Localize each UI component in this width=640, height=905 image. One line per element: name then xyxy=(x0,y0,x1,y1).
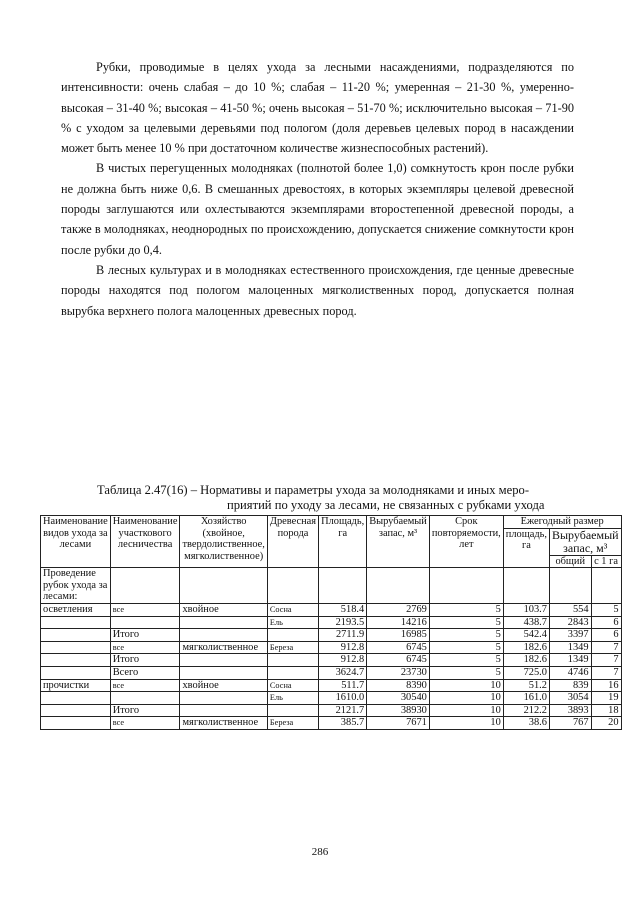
table-cell-species: Береза xyxy=(267,717,318,730)
table-row xyxy=(41,616,622,629)
paragraph-3: В лесных культурах и в молодняках естественного происхождения, где ценные древесные породы находятся под пологом малоценных мягколиственных пород, допускается полная вырубка верхнего полога малоценных древесных пород. xyxy=(61,262,574,318)
table-cell-district xyxy=(110,616,180,629)
table-cell-vol: 30540 xyxy=(367,692,430,705)
table-cell-ann-perha: 7 xyxy=(591,641,621,654)
table-cell-ann-total: 1349 xyxy=(549,654,591,667)
header-cell: Древесная порода xyxy=(267,516,318,568)
table-cell-ann-area: 212.2 xyxy=(503,704,549,717)
table-cell-type: осветления xyxy=(41,603,111,616)
table-cell-ann-total: 1349 xyxy=(549,641,591,654)
section-row xyxy=(41,568,622,604)
table-row xyxy=(41,704,622,717)
table-cell-farm xyxy=(180,616,267,629)
table-cell-district: все xyxy=(110,717,180,730)
table-cell-area: 912.8 xyxy=(319,641,367,654)
table-cell-vol: 16985 xyxy=(367,629,430,642)
table-cell-type xyxy=(41,692,111,705)
table-cell-type xyxy=(41,717,111,730)
table-cell-species xyxy=(267,629,318,642)
table-cell-district: Итого xyxy=(110,704,180,717)
table-cell-species: Сосна xyxy=(267,603,318,616)
table-cell-ann-area: 51.2 xyxy=(503,679,549,692)
table-cell-farm xyxy=(180,704,267,717)
header-cell: общий xyxy=(549,555,591,568)
table-cell-vol: 2769 xyxy=(367,603,430,616)
table-caption-line-1: Таблица 2.47(16) – Нормативы и параметры ухода за молодняками и иных меро- xyxy=(97,483,530,497)
table-cell-ann-area: 161.0 xyxy=(503,692,549,705)
header-cell: Наименование участкового лесничества xyxy=(110,516,180,568)
table-cell-ann-perha: 20 xyxy=(591,717,621,730)
table-cell-period: 5 xyxy=(429,629,503,642)
table-cell-vol: 8390 xyxy=(367,679,430,692)
table-cell-period: 10 xyxy=(429,679,503,692)
table-cell-species: Ель xyxy=(267,616,318,629)
table-cell-type xyxy=(41,666,111,679)
table-cell-type xyxy=(41,629,111,642)
table-cell-area: 2711.9 xyxy=(319,629,367,642)
table-cell-species xyxy=(267,666,318,679)
table-cell-area: 1610.0 xyxy=(319,692,367,705)
table-cell-district: Итого xyxy=(110,654,180,667)
table-row xyxy=(41,666,622,679)
table-cell-farm: хвойное xyxy=(180,679,267,692)
table-cell-species: Ель xyxy=(267,692,318,705)
table-cell-farm xyxy=(180,654,267,667)
table-caption xyxy=(97,483,567,513)
table-cell-ann-total: 3054 xyxy=(549,692,591,705)
norms-table xyxy=(40,515,622,730)
paragraph-1: Рубки, проводимые в целях ухода за лесными насаждениями, подразделяются по интенсивности: очень слабая – до 10 %; слабая – 11-20 %; умеренная – 21-30 %, умеренно-высокая – 31-40 %; высокая – 41-50 %; очень высокая – 51-70 %; исключительно высокая – 71-90 % с уходом за целевыми деревьями под пологом (доля деревьев целевых пород в насаждении может быть менее 10 % при достаточном количестве жизнеспособных растений). xyxy=(61,60,574,156)
table-cell-period: 5 xyxy=(429,654,503,667)
table-cell-area: 3624.7 xyxy=(319,666,367,679)
table-cell-ann-perha: 7 xyxy=(591,654,621,667)
table-row xyxy=(41,603,622,616)
table-cell-type xyxy=(41,616,111,629)
table-cell-period: 10 xyxy=(429,704,503,717)
table-cell-vol: 7671 xyxy=(367,717,430,730)
table-cell-ann-total: 767 xyxy=(549,717,591,730)
header-cell: Площадь, га xyxy=(319,516,367,568)
table-cell-area: 518.4 xyxy=(319,603,367,616)
table-row xyxy=(41,641,622,654)
table-cell-vol: 14216 xyxy=(367,616,430,629)
table-cell-farm: хвойное xyxy=(180,603,267,616)
table-cell-type xyxy=(41,641,111,654)
table-cell-area: 385.7 xyxy=(319,717,367,730)
table-cell-vol: 38930 xyxy=(367,704,430,717)
table-row xyxy=(41,654,622,667)
table-cell-vol: 6745 xyxy=(367,654,430,667)
table-cell-district: все xyxy=(110,641,180,654)
table-cell-type: прочистки xyxy=(41,679,111,692)
table-row xyxy=(41,692,622,705)
table-row xyxy=(41,717,622,730)
table-cell-species: Береза xyxy=(267,641,318,654)
paragraph-2: В чистых перегущенных молодняках (полнотой более 1,0) сомкнутость крон после рубки не должна быть ниже 0,6. В смешанных древостоях, в которых экземпляры целевой древесной породы заглушаются или охлестываются экземплярами второстепенной древесной породы, а также в молодняках, неоднородных по происхождению, допускается снижение сомкнутости крон после рубки до 0,4. xyxy=(61,161,574,257)
header-cell: Срок повторяемости, лет xyxy=(429,516,503,568)
table-cell-ann-total: 839 xyxy=(549,679,591,692)
table-cell-ann-total: 3397 xyxy=(549,629,591,642)
table-row xyxy=(41,629,622,642)
table-cell-district: Итого xyxy=(110,629,180,642)
header-cell: Наименование видов ухода за лесами xyxy=(41,516,111,568)
table-cell-period: 10 xyxy=(429,692,503,705)
table-row xyxy=(41,679,622,692)
table-cell-period: 5 xyxy=(429,641,503,654)
table-cell-ann-perha: 6 xyxy=(591,616,621,629)
table-cell-farm xyxy=(180,692,267,705)
table-cell-vol: 6745 xyxy=(367,641,430,654)
header-cell: Ежегодный размер xyxy=(503,516,621,529)
header-cell: площадь, га xyxy=(503,528,549,568)
table-cell-district: Всего xyxy=(110,666,180,679)
table-cell-ann-total: 554 xyxy=(549,603,591,616)
table-cell-ann-area: 38.6 xyxy=(503,717,549,730)
table-cell-ann-area: 182.6 xyxy=(503,654,549,667)
table-cell-area: 511.7 xyxy=(319,679,367,692)
table-cell-ann-area: 542.4 xyxy=(503,629,549,642)
table-cell-period: 5 xyxy=(429,616,503,629)
table-cell-ann-total: 3893 xyxy=(549,704,591,717)
header-cell: Хозяйство (хвойное, твердолиственное, мягколиственное) xyxy=(180,516,267,568)
table-cell-ann-perha: 19 xyxy=(591,692,621,705)
table-cell-farm xyxy=(180,629,267,642)
table-cell-area: 912.8 xyxy=(319,654,367,667)
table-cell-area: 2121.7 xyxy=(319,704,367,717)
table-cell-ann-perha: 6 xyxy=(591,629,621,642)
table-cell-ann-perha: 16 xyxy=(591,679,621,692)
table-cell-species xyxy=(267,704,318,717)
table-cell-ann-area: 182.6 xyxy=(503,641,549,654)
table-cell-ann-area: 438.7 xyxy=(503,616,549,629)
table-cell-species: Сосна xyxy=(267,679,318,692)
header-cell: Вырубаемый запас, м³ xyxy=(549,528,621,555)
table-cell-farm xyxy=(180,666,267,679)
table-cell-ann-perha: 7 xyxy=(591,666,621,679)
table-cell-area: 2193.5 xyxy=(319,616,367,629)
header-cell: Вырубаемый запас, м³ xyxy=(367,516,430,568)
table-cell-district: все xyxy=(110,603,180,616)
table-cell-ann-perha: 18 xyxy=(591,704,621,717)
table-caption-line-2: приятий по уходу за лесами, не связанных с рубками ухода xyxy=(227,498,545,512)
table-cell-ann-total: 4746 xyxy=(549,666,591,679)
table-cell-farm: мягколиственное xyxy=(180,641,267,654)
header-cell: с 1 га xyxy=(591,555,621,568)
section-label: Проведение рубок ухода за лесами: xyxy=(41,568,111,604)
table-cell-type xyxy=(41,654,111,667)
table-cell-district xyxy=(110,692,180,705)
table-cell-period: 10 xyxy=(429,717,503,730)
table-cell-species xyxy=(267,654,318,667)
table-cell-ann-area: 103.7 xyxy=(503,603,549,616)
header-row-1 xyxy=(41,516,622,529)
table-cell-vol: 23730 xyxy=(367,666,430,679)
table-cell-type xyxy=(41,704,111,717)
table-cell-district: все xyxy=(110,679,180,692)
table-cell-ann-area: 725.0 xyxy=(503,666,549,679)
table-cell-period: 5 xyxy=(429,666,503,679)
table-cell-period: 5 xyxy=(429,603,503,616)
table-cell-farm: мягколиственное xyxy=(180,717,267,730)
table-cell-ann-perha: 5 xyxy=(591,603,621,616)
body-text xyxy=(61,57,574,321)
table-cell-ann-total: 2843 xyxy=(549,616,591,629)
page-number: 286 xyxy=(311,846,329,858)
